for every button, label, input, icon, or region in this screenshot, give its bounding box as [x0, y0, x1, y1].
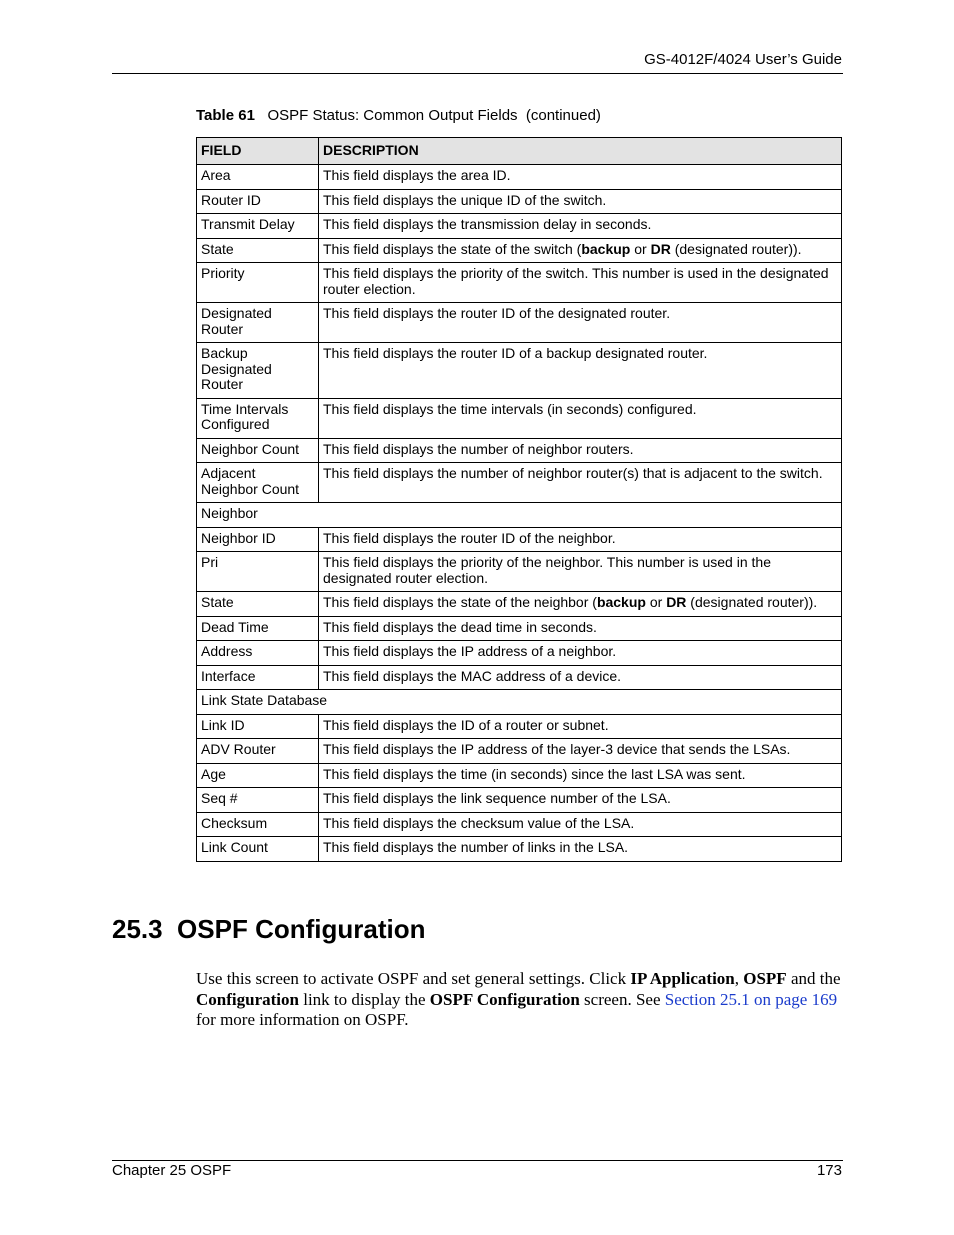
field-cell: Area — [197, 165, 319, 190]
field-cell: Address — [197, 641, 319, 666]
para-text: and the — [786, 969, 841, 988]
field-cell: Adjacent Neighbor Count — [197, 463, 319, 503]
field-cell: Link ID — [197, 714, 319, 739]
table-section-row — [197, 690, 842, 715]
table-row — [197, 527, 842, 552]
description-cell — [319, 592, 842, 617]
field-cell: Dead Time — [197, 616, 319, 641]
description-bold-term: backup — [581, 240, 631, 257]
table-row — [197, 616, 842, 641]
field-cell: Age — [197, 763, 319, 788]
description-cell: This field displays the link sequence number of the LSA. — [319, 788, 842, 813]
description-cell: This field displays the priority of the switch. This number is used in the designated router election. — [319, 263, 842, 303]
table-header-row — [197, 138, 842, 165]
description-bold-term: backup — [596, 594, 646, 610]
para-bold-ospf-configuration: OSPF Configuration — [429, 989, 580, 1009]
description-cell: This field displays the router ID of the designated router. — [319, 303, 842, 343]
footer-page-number: 173 — [816, 1162, 842, 1179]
ospf-status-table — [196, 137, 842, 862]
field-cell: Neighbor Count — [197, 438, 319, 463]
table-row — [197, 463, 842, 503]
table-row — [197, 641, 842, 666]
description-bold-term: DR — [666, 594, 687, 610]
column-header-description: DESCRIPTION — [319, 138, 842, 165]
para-text: , — [734, 969, 744, 988]
field-cell: Pri — [197, 552, 319, 592]
table-section-row — [197, 503, 842, 528]
document-header-title: GS-4012F/4024 User’s Guide — [644, 51, 842, 68]
table-row — [197, 303, 842, 343]
description-cell: This field displays the unique ID of the switch. — [319, 189, 842, 214]
section-cross-reference-link[interactable]: Section 25.1 on page 169 — [664, 989, 838, 1009]
description-text: or — [645, 594, 667, 610]
field-cell: Checksum — [197, 812, 319, 837]
footer-divider — [112, 1160, 843, 1161]
field-cell: Link Count — [197, 837, 319, 862]
para-text: for more information on OSPF. — [196, 1010, 409, 1029]
table-row — [197, 592, 842, 617]
table-row — [197, 343, 842, 399]
description-text: This field displays the state of the switch ( — [323, 240, 582, 257]
field-cell: ADV Router — [197, 739, 319, 764]
field-cell: State — [197, 238, 319, 263]
ospf-status-table-container — [196, 137, 841, 862]
footer-chapter: Chapter 25 OSPF — [112, 1162, 232, 1179]
table-row — [197, 739, 842, 764]
table-section-label: Link State Database — [197, 690, 842, 715]
description-text: or — [630, 240, 651, 257]
table-caption-label: Table 61 — [196, 107, 255, 124]
description-text: (designated router)). — [670, 240, 802, 257]
para-bold-configuration: Configuration — [196, 989, 299, 1009]
table-caption-text: OSPF Status: Common Output Fields (continued) — [267, 107, 601, 124]
description-cell: This field displays the number of neighbor routers. — [319, 438, 842, 463]
table-row — [197, 552, 842, 592]
table-row — [197, 837, 842, 862]
field-cell: Transmit Delay — [197, 214, 319, 239]
description-cell: This field displays the IP address of the layer-3 device that sends the LSAs. — [319, 739, 842, 764]
table-row — [197, 714, 842, 739]
description-text: This field displays the state of the neighbor ( — [323, 594, 597, 610]
field-cell: Time Intervals Configured — [197, 398, 319, 438]
header-divider — [112, 73, 843, 74]
field-cell: Router ID — [197, 189, 319, 214]
column-header-field: FIELD — [197, 138, 319, 165]
description-cell: This field displays the dead time in seconds. — [319, 616, 842, 641]
para-bold-ip-application: IP Application — [630, 969, 735, 988]
table-row — [197, 238, 842, 263]
section-heading: 25.3 OSPF Configuration — [112, 914, 426, 944]
description-cell: This field displays the ID of a router or subnet. — [319, 714, 842, 739]
description-text: (designated router)). — [686, 594, 818, 610]
description-cell: This field displays the router ID of the neighbor. — [319, 527, 842, 552]
description-cell: This field displays the MAC address of a device. — [319, 665, 842, 690]
description-cell: This field displays the router ID of a backup designated router. — [319, 343, 842, 399]
description-cell: This field displays the time (in seconds) since the last LSA was sent. — [319, 763, 842, 788]
para-text: Use this screen to activate OSPF and set general settings. Click — [196, 969, 631, 988]
description-bold-term: DR — [650, 240, 671, 257]
field-cell: Interface — [197, 665, 319, 690]
description-cell: This field displays the priority of the neighbor. This number is used in the designated router election. — [319, 552, 842, 592]
field-cell: State — [197, 592, 319, 617]
para-bold-ospf: OSPF — [743, 969, 787, 988]
description-cell: This field displays the transmission delay in seconds. — [319, 214, 842, 239]
field-cell: Backup Designated Router — [197, 343, 319, 399]
table-row — [197, 263, 842, 303]
table-section-label: Neighbor — [197, 503, 842, 528]
table-row — [197, 398, 842, 438]
field-cell: Priority — [197, 263, 319, 303]
table-row — [197, 189, 842, 214]
description-cell: This field displays the area ID. — [319, 165, 842, 190]
description-cell: This field displays the number of neighbor router(s) that is adjacent to the switch. — [319, 463, 842, 503]
description-cell: This field displays the IP address of a neighbor. — [319, 641, 842, 666]
field-cell: Designated Router — [197, 303, 319, 343]
para-text: link to display the — [298, 989, 430, 1009]
table-row — [197, 214, 842, 239]
description-cell: This field displays the checksum value of the LSA. — [319, 812, 842, 837]
field-cell: Neighbor ID — [197, 527, 319, 552]
table-row — [197, 763, 842, 788]
table-row — [197, 438, 842, 463]
table-row — [197, 665, 842, 690]
table-row — [197, 165, 842, 190]
table-row — [197, 788, 842, 813]
table-body — [197, 165, 842, 862]
field-cell: Seq # — [197, 788, 319, 813]
table-row — [197, 812, 842, 837]
description-cell: This field displays the number of links in the LSA. — [319, 837, 842, 862]
description-cell — [319, 238, 842, 263]
para-text: screen. See — [579, 989, 665, 1009]
description-cell: This field displays the time intervals (in seconds) configured. — [319, 398, 842, 438]
table-caption — [196, 107, 601, 124]
section-paragraph — [196, 969, 842, 1031]
